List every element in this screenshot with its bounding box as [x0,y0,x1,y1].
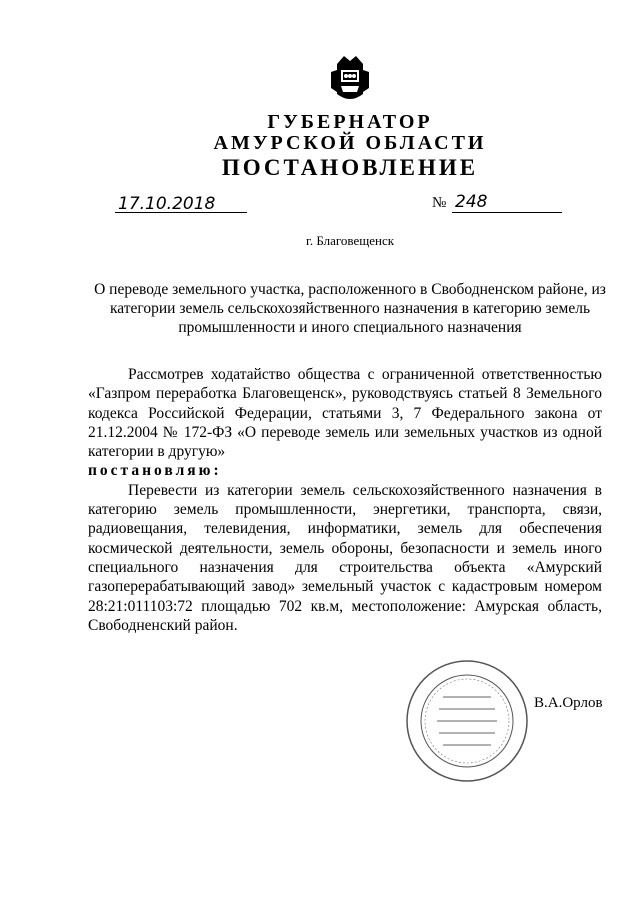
city: г. Благовещенск [305,233,395,248]
document-body [88,365,602,635]
region-heading: АМУРСКОЙ ОБЛАСТИ [213,132,487,154]
signer-name: В.А.Орлов [534,695,603,711]
preamble-paragraph: Рассмотрев ходатайство общества с ограниченной ответственностью «Газпром переработка Благовещенск», руководствуясь статьей 8 Земельного кодекса Российской Федерации, статьями 3, 7 Федерального закона от 21.12.2004 № 172-ФЗ «О переводе земель или земельных участков из одной категории в другую» [88,366,602,461]
resolve-word: постановляю: [88,462,222,480]
document-subject: О переводе земельного участка, расположенного в Свободненском районе, из категории земель сельскохозяйственного назначения в категорию земель промышленности и иного специального назначения [94,281,606,336]
document-type-heading: ПОСТАНОВЛЕНИЕ [221,155,479,180]
resolution-paragraph: Перевести из категории земель сельскохозяйственного назначения в категорию земель промышленности, энергетики, транспорта, связи, радиовещания, телевидения, информатики, земель для обеспечения космической деятельности, земель обороны, безопасности и земель иного специального назначения для строительства объекта «Амурский газоперерабатывающий завод» земельный участок с кадастровым номером 28:21:011103:72 площадью 702 кв.м, местоположение: Амурская область, Свободненский район. [88,481,602,634]
document-number: 248 [455,192,488,212]
coat-of-arms-emblem [327,52,373,104]
number-sign: № [432,195,447,211]
governor-heading: ГУБЕРНАТОР [267,111,433,133]
date-underline [115,212,247,213]
official-stamp [403,657,531,785]
number-underline [452,212,562,213]
document-date: 17.10.2018 [118,194,216,214]
